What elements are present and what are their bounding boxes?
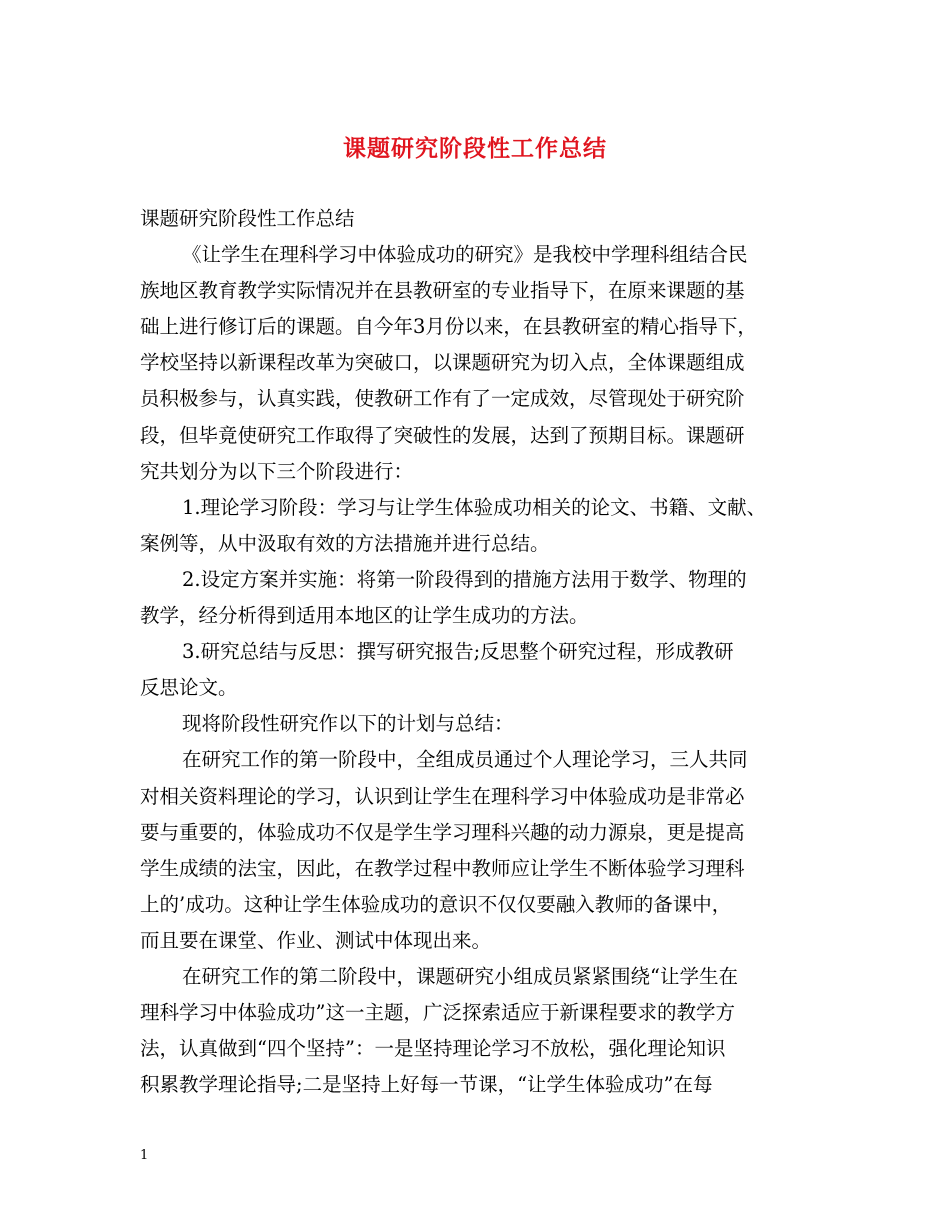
body-line: 现将阶段性研究作以下的计划与总结：: [182, 712, 514, 736]
body-line: 学校坚持以新课程改革为突破口，以课题研究为切入点，全体课题组成: [140, 351, 745, 375]
document-body: [140, 201, 830, 1103]
body-line: 《让学生在理科学习中体验成功的研究》是我校中学理科组结合民: [182, 243, 748, 267]
body-line: 课题研究阶段性工作总结: [140, 207, 355, 230]
body-line: 要与重要的，体验成功不仅是学生学习理科兴趣的动力源泉，更是提高: [140, 820, 745, 844]
body-line: 1.理论学习阶段：学习与让学生体验成功相关的论文、书籍、文献、: [182, 495, 767, 519]
body-line: 究共划分为以下三个阶段进行：: [140, 459, 414, 483]
body-line: 段，但毕竟使研究工作取得了突破性的发展，达到了预期目标。课题研: [140, 423, 745, 447]
body-line: 案例等，从中汲取有效的方法措施并进行总结。: [140, 531, 550, 555]
body-line: 族地区教育教学实际情况并在县教研室的专业指导下，在原来课题的基: [140, 279, 745, 303]
body-line: 3.研究总结与反思：撰写研究报告;反思整个研究过程，形成教研: [182, 640, 734, 664]
body-line: 员积极参与，认真实践，使教研工作有了一定成效，尽管现处于研究阶: [140, 387, 745, 411]
body-line: 学生成绩的法宝，因此，在教学过程中教师应让学生不断体验学习理科: [140, 856, 745, 880]
body-line: 在研究工作的第一阶段中，全组成员通过个人理论学习，三人共同: [182, 748, 748, 772]
body-line: 法，认真做到“四个坚持”：一是坚持理论学习不放松，强化理论知识: [140, 1037, 726, 1061]
body-line: 而且要在课堂、作业、测试中体现出来。: [140, 928, 492, 952]
body-line: 上的’成功。这种让学生体验成功的意识不仅仅要融入教师的备课中，: [140, 892, 732, 916]
body-line: 在研究工作的第二阶段中，课题研究小组成员紧紧围绕“让学生在: [182, 964, 738, 988]
page-number: 1: [140, 1148, 149, 1163]
body-line: 理科学习中体验成功”这一主题，广泛探索适应于新课程要求的教学方: [140, 1001, 735, 1025]
body-line: 2.设定方案并实施：将第一阶段得到的措施方法用于数学、物理的: [182, 567, 747, 591]
body-line: 对相关资料理论的学习，认识到让学生在理科学习中体验成功是非常必: [140, 784, 745, 808]
document-title: 课题研究阶段性工作总结: [343, 135, 607, 162]
body-line: 础上进行修订后的课题。自今年3月份以来，在县教研室的精心指导下，: [140, 315, 757, 339]
body-line: 积累教学理论指导;二是坚持上好每一节课，“让学生体验成功”在每: [140, 1073, 713, 1097]
body-line: 教学，经分析得到适用本地区的让学生成功的方法。: [140, 604, 589, 628]
body-line: 反思论文。: [140, 676, 238, 700]
